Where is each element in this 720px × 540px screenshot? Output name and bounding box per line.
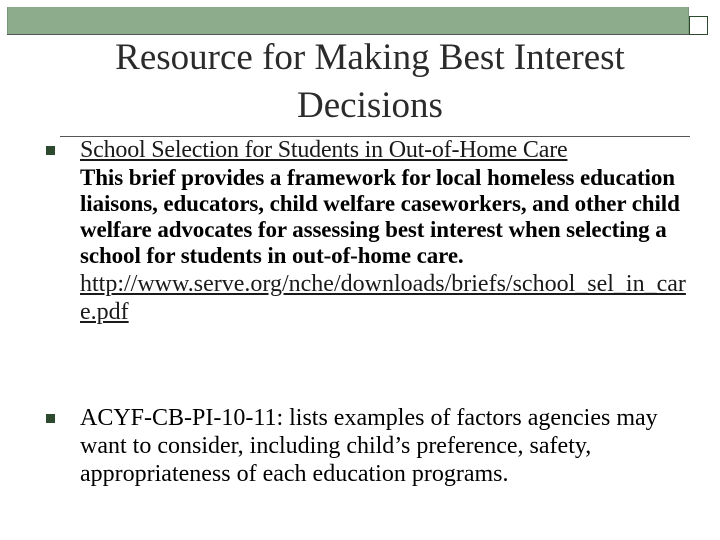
resource-link-title[interactable]: School Selection for Students in Out-of-Home Care (80, 137, 568, 163)
top-bar-left-edge (7, 7, 8, 35)
policy-reference-text: ACYF-CB-PI-10-11: lists examples of factors agencies may want to consider, including child’s preference, safety, appropriateness of each education programs. (80, 405, 658, 487)
square-bullet-icon (46, 414, 55, 423)
top-decorative-bar (7, 7, 689, 35)
list-item (80, 136, 690, 326)
resource-description: This brief provides a framework for local homeless education liaisons, educators, child welfare caseworkers, and other child welfare advocates for assessing best interest when selecting a school for students in out-of-home care. (80, 165, 680, 268)
resource-url-link[interactable]: http://www.serve.org/nche/downloads/briefs/school_sel_in_care.pdf (80, 271, 686, 325)
corner-square-decoration (689, 16, 708, 35)
list-item (80, 404, 690, 488)
slide-title: Resource for Making Best Interest Decisions (115, 37, 625, 126)
square-bullet-icon (46, 146, 55, 155)
